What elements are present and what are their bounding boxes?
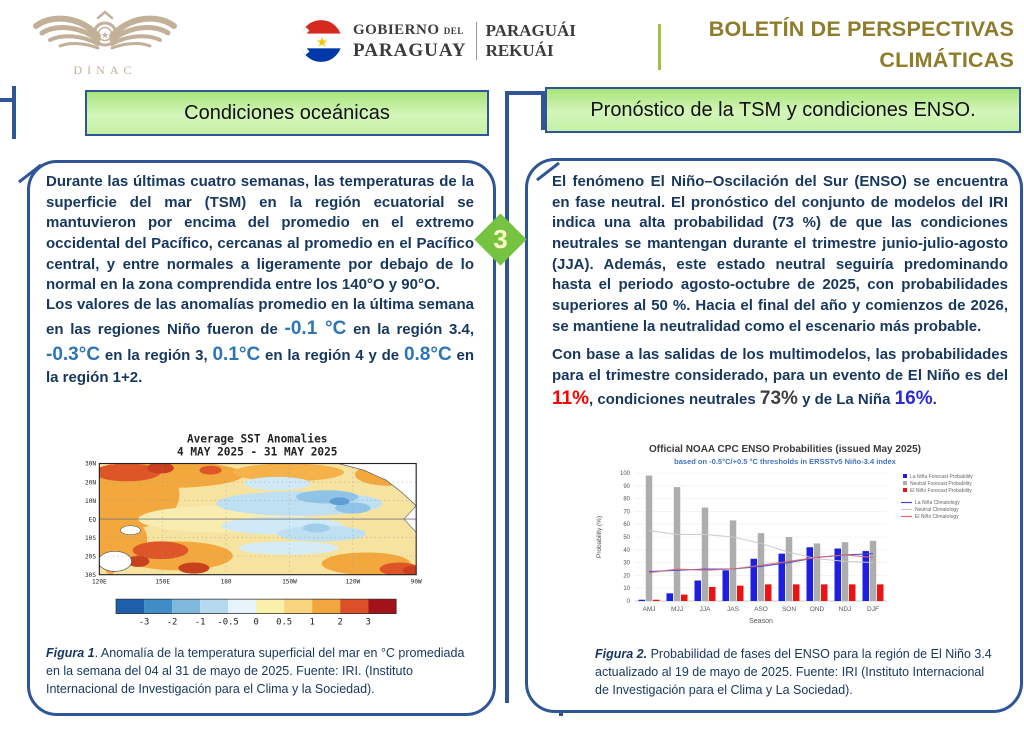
svg-text:3: 3 <box>365 617 371 628</box>
center-bracket-long <box>505 91 509 703</box>
svg-text:★: ★ <box>315 34 329 50</box>
svg-text:10: 10 <box>623 586 630 593</box>
section-header-oceanic: Condiciones oceánicas <box>85 90 489 136</box>
svg-text:El Niño Climatology: El Niño Climatology <box>915 514 959 520</box>
svg-text:2: 2 <box>337 617 343 628</box>
svg-text:150W: 150W <box>282 578 297 586</box>
paraguay-emblem-icon <box>298 18 344 64</box>
svg-text:JAS: JAS <box>727 606 739 613</box>
svg-text:0: 0 <box>626 599 630 605</box>
svg-text:Neutral Climatology: Neutral Climatology <box>915 507 959 513</box>
svg-text:Season: Season <box>749 618 773 625</box>
government-logo <box>298 16 576 66</box>
svg-text:60: 60 <box>623 522 630 529</box>
left-bracket-stem <box>12 86 16 139</box>
center-bracket-top <box>505 91 545 95</box>
svg-text:10S: 10S <box>84 534 97 542</box>
dinac-logo <box>30 6 180 82</box>
svg-text:★: ★ <box>100 30 110 40</box>
svg-text:0.5: 0.5 <box>276 617 293 628</box>
chart-legend <box>901 474 973 520</box>
sst-map-svg <box>66 430 444 636</box>
svg-text:4 MAY 2025 - 31 MAY 2025: 4 MAY 2025 - 31 MAY 2025 <box>176 445 338 459</box>
svg-text:30: 30 <box>623 560 630 567</box>
svg-text:180: 180 <box>220 578 232 586</box>
map-colorbar <box>116 599 396 628</box>
svg-text:SON: SON <box>781 606 797 613</box>
svg-text:80: 80 <box>623 496 630 503</box>
svg-text:-0.5: -0.5 <box>217 617 239 628</box>
svg-text:150E: 150E <box>155 578 171 586</box>
svg-text:30S: 30S <box>84 571 97 579</box>
svg-text:Probability (%): Probability (%) <box>596 515 603 559</box>
svg-text:based on -0.5°C/+0.5 °C thresh: based on -0.5°C/+0.5 °C thresholds in ERSSTv5 Niño-3.4 index <box>674 457 896 466</box>
bar-series <box>639 547 870 601</box>
map-plot <box>85 461 422 586</box>
svg-text:40: 40 <box>623 547 630 554</box>
enso-paragraph-1: El fenómeno El Niño–Oscilación del Sur (ENSO) se encuentra en fase neutral. El pronóstico del conjunto de modelos del IRI indica una alta probabilidad (73 %) de que las condiciones neutrales se mantengan durante el trimestre junio-julio-agosto (JJA). Además, este estado neutral seguiría predominando hasta el periodo agosto-octubre de 2025, con probabilidades superiores al 50 %. Hacia el final del año y comienzos de 2026, se mantiene la neutralidad como el escenario más probable. <box>552 173 1008 335</box>
svg-text:0: 0 <box>253 617 259 628</box>
connector-diamond <box>477 216 524 263</box>
svg-text:70: 70 <box>623 509 630 516</box>
svg-text:OND: OND <box>809 606 825 613</box>
enso-paragraph-2: Con base a las salidas de los multimodelos, las probabilidades para el trimestre considerado, para un evento de El Niño es del 11%, condiciones neutrales 73% y de La Niña 16%. <box>552 346 1008 410</box>
connector-number: 3 <box>493 224 508 254</box>
figure-2-enso-chart <box>583 438 1007 638</box>
svg-text:La Niña Forecast Probability: La Niña Forecast Probability <box>910 474 973 480</box>
svg-text:AMJ: AMJ <box>642 606 656 613</box>
oceanic-paragraph-2: Los valores de las anomalías promedio en la última semana en las regiones Niño fueron de -0.1 °C en la región 3.4, -0.3°C en la región 3, 0.1°C en la región 4 y de 0.8°C en la región 1+2. <box>46 296 474 387</box>
svg-text:20S: 20S <box>84 553 97 561</box>
figure-1-sst-map <box>66 430 444 636</box>
svg-text:-3: -3 <box>138 617 150 628</box>
title-divider-line <box>658 24 661 70</box>
enso-chart-svg <box>583 438 1007 638</box>
figure-2-caption: Figura 2. Probabilidad de fases del ENSO para la región de El Niño 3.4 actualizado al 19 de mayo de 2025. Fuente: IRI (Instituto Internacional de Investigación para el Clima y La Sociedad). <box>595 647 992 697</box>
svg-text:120W: 120W <box>345 578 361 586</box>
svg-text:50: 50 <box>623 535 630 541</box>
svg-text:ASO: ASO <box>754 606 768 613</box>
dinac-wings-icon <box>30 6 180 60</box>
bar-series <box>646 476 877 601</box>
svg-text:NDJ: NDJ <box>838 606 852 613</box>
svg-text:30N: 30N <box>84 460 97 468</box>
svg-text:90W: 90W <box>410 578 422 586</box>
svg-text:100: 100 <box>619 471 630 477</box>
svg-text:20N: 20N <box>84 479 97 487</box>
svg-text:90: 90 <box>623 483 630 490</box>
svg-text:MJJ: MJJ <box>671 606 683 613</box>
bar-series <box>653 584 884 601</box>
svg-text:EQ: EQ <box>88 516 97 524</box>
oceanic-paragraph-1: Durante las últimas cuatro semanas, las temperaturas de la superficie del mar (TSM) en la región ecuatorial se mantuvieron por encima del promedio en el extremo occidental del Pacífico, cercanas al promedio en el Pacífico central, y entre normales a ligeramente por debajo de lo normal en la zona comprendida entre los 140°O y 90°O. <box>46 173 474 294</box>
svg-text:10N: 10N <box>84 497 97 505</box>
chart-plot <box>596 471 887 625</box>
svg-text:El Niño Forecast Probability: El Niño Forecast Probability <box>910 488 972 494</box>
svg-text:DJF: DJF <box>867 606 879 613</box>
section-header-enso: Pronóstico de la TSM y condiciones ENSO. <box>545 87 1021 133</box>
svg-text:Neutral Forecast Probability: Neutral Forecast Probability <box>910 481 972 487</box>
svg-text:JJA: JJA <box>699 606 711 613</box>
government-logo-divider <box>476 22 477 60</box>
bulletin-title: BOLETÍN DE PERSPECTIVAS CLIMÁTICAS <box>708 17 1014 73</box>
svg-text:1: 1 <box>309 617 315 628</box>
svg-text:Official NOAA CPC ENSO Probabi: Official NOAA CPC ENSO Probabilities (issued May 2025) <box>649 444 921 455</box>
government-logo-text-left: GOBIERNO DEL PARAGUAY <box>353 21 467 61</box>
svg-text:20: 20 <box>623 573 630 580</box>
government-logo-text-right: PARAGUÁI REKUÁI <box>485 21 576 60</box>
svg-text:-1: -1 <box>194 617 206 628</box>
dinac-label: DINAC <box>73 63 137 77</box>
svg-text:120E: 120E <box>91 578 107 586</box>
svg-text:Average SST Anomalies: Average SST Anomalies <box>186 432 328 446</box>
svg-text:-2: -2 <box>166 617 178 628</box>
svg-text:La Niña Climatology: La Niña Climatology <box>915 500 960 506</box>
figure-1-caption: Figura 1. Anomalía de la temperatura superficial del mar en °C promediada en la semana del 04 al 31 de mayo de 2025. Fuente: IRI. (Instituto Internacional de Investigación para el Clima y la Sociedad). <box>46 646 465 696</box>
